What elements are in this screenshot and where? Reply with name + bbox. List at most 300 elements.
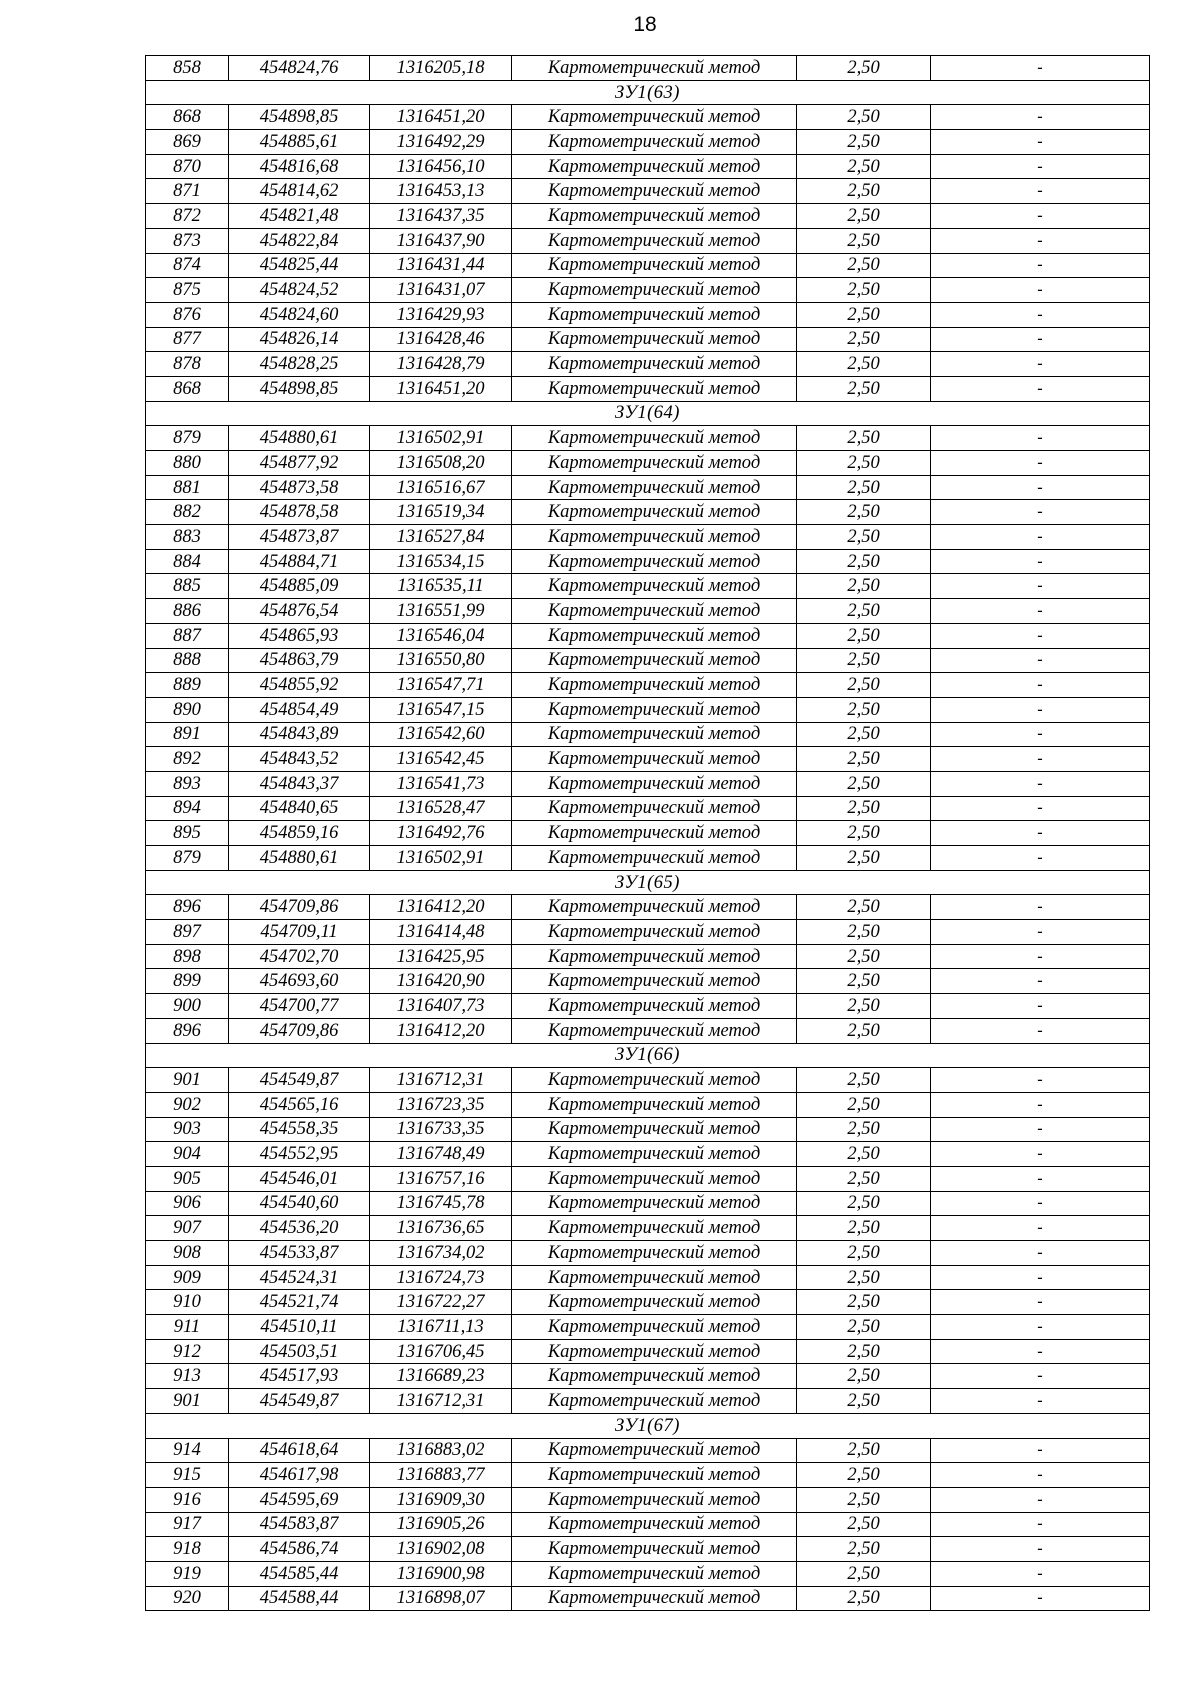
point-number-cell: 911 [146,1315,229,1340]
section-title: ЗУ1(67) [146,1413,1150,1438]
x-coordinate-cell: 454510,11 [229,1315,370,1340]
y-coordinate-cell: 1316420,90 [370,969,512,994]
accuracy-cell: 2,50 [797,1068,931,1093]
y-coordinate-cell: 1316453,13 [370,179,512,204]
accuracy-cell: 2,50 [797,1216,931,1241]
y-coordinate-cell: 1316425,95 [370,944,512,969]
y-coordinate-cell: 1316451,20 [370,105,512,130]
x-coordinate-cell: 454828,25 [229,352,370,377]
y-coordinate-cell: 1316437,35 [370,204,512,229]
point-number-cell: 916 [146,1487,229,1512]
y-coordinate-cell: 1316550,80 [370,648,512,673]
y-coordinate-cell: 1316909,30 [370,1487,512,1512]
method-cell: Картометрический метод [512,1265,797,1290]
method-cell: Картометрический метод [512,253,797,278]
method-cell: Картометрический метод [512,549,797,574]
accuracy-cell: 2,50 [797,1315,931,1340]
method-cell: Картометрический метод [512,673,797,698]
description-cell: - [931,278,1150,303]
x-coordinate-cell: 454885,09 [229,574,370,599]
x-coordinate-cell: 454824,76 [229,56,370,81]
accuracy-cell: 2,50 [797,747,931,772]
x-coordinate-cell: 454709,11 [229,920,370,945]
accuracy-cell: 2,50 [797,673,931,698]
y-coordinate-cell: 1316428,79 [370,352,512,377]
accuracy-cell: 2,50 [797,648,931,673]
y-coordinate-cell: 1316722,27 [370,1290,512,1315]
x-coordinate-cell: 454816,68 [229,154,370,179]
y-coordinate-cell: 1316508,20 [370,451,512,476]
y-coordinate-cell: 1316883,02 [370,1438,512,1463]
method-cell: Картометрический метод [512,426,797,451]
x-coordinate-cell: 454880,61 [229,846,370,871]
table-row [146,475,1150,500]
table-row [146,944,1150,969]
point-number-cell: 898 [146,944,229,969]
x-coordinate-cell: 454865,93 [229,623,370,648]
y-coordinate-cell: 1316902,08 [370,1537,512,1562]
method-cell: Картометрический метод [512,1389,797,1414]
point-number-cell: 876 [146,302,229,327]
table-row [146,426,1150,451]
accuracy-cell: 2,50 [797,179,931,204]
accuracy-cell: 2,50 [797,1117,931,1142]
method-cell: Картометрический метод [512,821,797,846]
method-cell: Картометрический метод [512,352,797,377]
point-number-cell: 868 [146,376,229,401]
method-cell: Картометрический метод [512,1068,797,1093]
y-coordinate-cell: 1316414,48 [370,920,512,945]
x-coordinate-cell: 454880,61 [229,426,370,451]
table-row [146,1487,1150,1512]
description-cell: - [931,796,1150,821]
table-row [146,747,1150,772]
x-coordinate-cell: 454824,60 [229,302,370,327]
table-row [146,302,1150,327]
point-number-cell: 907 [146,1216,229,1241]
y-coordinate-cell: 1316527,84 [370,525,512,550]
description-cell: - [931,549,1150,574]
x-coordinate-cell: 454843,52 [229,747,370,772]
point-number-cell: 917 [146,1512,229,1537]
description-cell: - [931,1487,1150,1512]
method-cell: Картометрический метод [512,1216,797,1241]
table-row [146,1537,1150,1562]
y-coordinate-cell: 1316542,60 [370,722,512,747]
method-cell: Картометрический метод [512,475,797,500]
description-cell: - [931,179,1150,204]
x-coordinate-cell: 454898,85 [229,105,370,130]
table-row [146,1241,1150,1266]
y-coordinate-cell: 1316431,07 [370,278,512,303]
y-coordinate-cell: 1316724,73 [370,1265,512,1290]
y-coordinate-cell: 1316883,77 [370,1463,512,1488]
description-cell: - [931,1389,1150,1414]
method-cell: Картометрический метод [512,1512,797,1537]
description-cell: - [931,253,1150,278]
x-coordinate-cell: 454565,16 [229,1092,370,1117]
description-cell: - [931,302,1150,327]
accuracy-cell: 2,50 [797,722,931,747]
point-number-cell: 910 [146,1290,229,1315]
description-cell: - [931,722,1150,747]
accuracy-cell: 2,50 [797,327,931,352]
accuracy-cell: 2,50 [797,352,931,377]
method-cell: Картометрический метод [512,500,797,525]
point-number-cell: 879 [146,426,229,451]
section-row [146,1043,1150,1068]
method-cell: Картометрический метод [512,56,797,81]
accuracy-cell: 2,50 [797,451,931,476]
description-cell: - [931,1364,1150,1389]
y-coordinate-cell: 1316429,93 [370,302,512,327]
table-row [146,1586,1150,1611]
table-row [146,821,1150,846]
accuracy-cell: 2,50 [797,1487,931,1512]
y-coordinate-cell: 1316541,73 [370,771,512,796]
table-row [146,327,1150,352]
description-cell: - [931,1092,1150,1117]
accuracy-cell: 2,50 [797,1364,931,1389]
table-row [146,1018,1150,1043]
y-coordinate-cell: 1316723,35 [370,1092,512,1117]
y-coordinate-cell: 1316757,16 [370,1166,512,1191]
method-cell: Картометрический метод [512,1364,797,1389]
y-coordinate-cell: 1316428,46 [370,327,512,352]
method-cell: Картометрический метод [512,376,797,401]
table-row [146,673,1150,698]
point-number-cell: 858 [146,56,229,81]
y-coordinate-cell: 1316547,71 [370,673,512,698]
method-cell: Картометрический метод [512,1117,797,1142]
table-row [146,1512,1150,1537]
description-cell: - [931,228,1150,253]
y-coordinate-cell: 1316437,90 [370,228,512,253]
method-cell: Картометрический метод [512,1339,797,1364]
description-cell: - [931,130,1150,155]
accuracy-cell: 2,50 [797,821,931,846]
point-number-cell: 870 [146,154,229,179]
method-cell: Картометрический метод [512,154,797,179]
description-cell: - [931,451,1150,476]
method-cell: Картометрический метод [512,525,797,550]
table-row [146,1339,1150,1364]
point-number-cell: 909 [146,1265,229,1290]
method-cell: Картометрический метод [512,623,797,648]
point-number-cell: 886 [146,599,229,624]
y-coordinate-cell: 1316412,20 [370,1018,512,1043]
x-coordinate-cell: 454700,77 [229,994,370,1019]
accuracy-cell: 2,50 [797,253,931,278]
method-cell: Картометрический метод [512,722,797,747]
point-number-cell: 914 [146,1438,229,1463]
method-cell: Картометрический метод [512,944,797,969]
table-row [146,500,1150,525]
table-row [146,1092,1150,1117]
accuracy-cell: 2,50 [797,697,931,722]
accuracy-cell: 2,50 [797,994,931,1019]
point-number-cell: 878 [146,352,229,377]
x-coordinate-cell: 454821,48 [229,204,370,229]
point-number-cell: 877 [146,327,229,352]
y-coordinate-cell: 1316900,98 [370,1561,512,1586]
section-title: ЗУ1(65) [146,870,1150,895]
point-number-cell: 882 [146,500,229,525]
table-row [146,1117,1150,1142]
method-cell: Картометрический метод [512,130,797,155]
accuracy-cell: 2,50 [797,278,931,303]
method-cell: Картометрический метод [512,574,797,599]
description-cell: - [931,376,1150,401]
table-row [146,1191,1150,1216]
table-row [146,969,1150,994]
method-cell: Картометрический метод [512,278,797,303]
point-number-cell: 896 [146,1018,229,1043]
accuracy-cell: 2,50 [797,376,931,401]
point-number-cell: 897 [146,920,229,945]
y-coordinate-cell: 1316542,45 [370,747,512,772]
description-cell: - [931,500,1150,525]
point-number-cell: 874 [146,253,229,278]
x-coordinate-cell: 454503,51 [229,1339,370,1364]
point-number-cell: 919 [146,1561,229,1586]
table-row [146,1315,1150,1340]
point-number-cell: 896 [146,895,229,920]
method-cell: Картометрический метод [512,1537,797,1562]
point-number-cell: 893 [146,771,229,796]
method-cell: Картометрический метод [512,1142,797,1167]
accuracy-cell: 2,50 [797,1561,931,1586]
method-cell: Картометрический метод [512,648,797,673]
description-cell: - [931,1290,1150,1315]
x-coordinate-cell: 454878,58 [229,500,370,525]
table-row [146,105,1150,130]
description-cell: - [931,1537,1150,1562]
y-coordinate-cell: 1316412,20 [370,895,512,920]
method-cell: Картометрический метод [512,302,797,327]
point-number-cell: 895 [146,821,229,846]
point-number-cell: 892 [146,747,229,772]
description-cell: - [931,1586,1150,1611]
x-coordinate-cell: 454877,92 [229,451,370,476]
table-row [146,722,1150,747]
method-cell: Картометрический метод [512,1166,797,1191]
table-row [146,278,1150,303]
method-cell: Картометрический метод [512,451,797,476]
description-cell: - [931,154,1150,179]
point-number-cell: 899 [146,969,229,994]
accuracy-cell: 2,50 [797,1142,931,1167]
method-cell: Картометрический метод [512,1315,797,1340]
description-cell: - [931,475,1150,500]
y-coordinate-cell: 1316898,07 [370,1586,512,1611]
point-number-cell: 901 [146,1068,229,1093]
table-row [146,253,1150,278]
method-cell: Картометрический метод [512,969,797,994]
x-coordinate-cell: 454898,85 [229,376,370,401]
y-coordinate-cell: 1316689,23 [370,1364,512,1389]
accuracy-cell: 2,50 [797,1191,931,1216]
method-cell: Картометрический метод [512,1463,797,1488]
accuracy-cell: 2,50 [797,1339,931,1364]
section-row [146,80,1150,105]
x-coordinate-cell: 454588,44 [229,1586,370,1611]
point-number-cell: 908 [146,1241,229,1266]
description-cell: - [931,56,1150,81]
table-row [146,846,1150,871]
accuracy-cell: 2,50 [797,1241,931,1266]
method-cell: Картометрический метод [512,1487,797,1512]
y-coordinate-cell: 1316733,35 [370,1117,512,1142]
table-row [146,525,1150,550]
accuracy-cell: 2,50 [797,154,931,179]
point-number-cell: 873 [146,228,229,253]
point-number-cell: 885 [146,574,229,599]
x-coordinate-cell: 454524,31 [229,1265,370,1290]
accuracy-cell: 2,50 [797,1166,931,1191]
description-cell: - [931,1315,1150,1340]
y-coordinate-cell: 1316706,45 [370,1339,512,1364]
accuracy-cell: 2,50 [797,599,931,624]
method-cell: Картометрический метод [512,327,797,352]
accuracy-cell: 2,50 [797,204,931,229]
point-number-cell: 881 [146,475,229,500]
accuracy-cell: 2,50 [797,130,931,155]
description-cell: - [931,1166,1150,1191]
section-title: ЗУ1(63) [146,80,1150,105]
x-coordinate-cell: 454859,16 [229,821,370,846]
x-coordinate-cell: 454855,92 [229,673,370,698]
description-cell: - [931,648,1150,673]
table-row [146,994,1150,1019]
description-cell: - [931,1265,1150,1290]
description-cell: - [931,623,1150,648]
table-row [146,1438,1150,1463]
accuracy-cell: 2,50 [797,846,931,871]
method-cell: Картометрический метод [512,204,797,229]
description-cell: - [931,1463,1150,1488]
point-number-cell: 889 [146,673,229,698]
accuracy-cell: 2,50 [797,56,931,81]
x-coordinate-cell: 454854,49 [229,697,370,722]
y-coordinate-cell: 1316492,76 [370,821,512,846]
y-coordinate-cell: 1316492,29 [370,130,512,155]
description-cell: - [931,1241,1150,1266]
x-coordinate-cell: 454873,58 [229,475,370,500]
point-number-cell: 880 [146,451,229,476]
y-coordinate-cell: 1316451,20 [370,376,512,401]
y-coordinate-cell: 1316745,78 [370,1191,512,1216]
accuracy-cell: 2,50 [797,500,931,525]
method-cell: Картометрический метод [512,994,797,1019]
method-cell: Картометрический метод [512,179,797,204]
method-cell: Картометрический метод [512,599,797,624]
description-cell: - [931,920,1150,945]
method-cell: Картометрический метод [512,1092,797,1117]
description-cell: - [931,1512,1150,1537]
x-coordinate-cell: 454583,87 [229,1512,370,1537]
accuracy-cell: 2,50 [797,623,931,648]
x-coordinate-cell: 454825,44 [229,253,370,278]
table-row [146,1142,1150,1167]
accuracy-cell: 2,50 [797,525,931,550]
x-coordinate-cell: 454521,74 [229,1290,370,1315]
accuracy-cell: 2,50 [797,228,931,253]
y-coordinate-cell: 1316528,47 [370,796,512,821]
table-row [146,130,1150,155]
point-number-cell: 884 [146,549,229,574]
y-coordinate-cell: 1316736,65 [370,1216,512,1241]
description-cell: - [931,1438,1150,1463]
description-cell: - [931,697,1150,722]
method-cell: Картометрический метод [512,846,797,871]
x-coordinate-cell: 454552,95 [229,1142,370,1167]
description-cell: - [931,426,1150,451]
section-row [146,401,1150,426]
x-coordinate-cell: 454702,70 [229,944,370,969]
y-coordinate-cell: 1316502,91 [370,846,512,871]
x-coordinate-cell: 454885,61 [229,130,370,155]
method-cell: Картометрический метод [512,1191,797,1216]
description-cell: - [931,994,1150,1019]
x-coordinate-cell: 454709,86 [229,1018,370,1043]
accuracy-cell: 2,50 [797,1463,931,1488]
y-coordinate-cell: 1316407,73 [370,994,512,1019]
point-number-cell: 887 [146,623,229,648]
table-row [146,1389,1150,1414]
table-row [146,451,1150,476]
description-cell: - [931,1117,1150,1142]
description-cell: - [931,599,1150,624]
description-cell: - [931,1339,1150,1364]
section-title: ЗУ1(66) [146,1043,1150,1068]
table-row [146,1166,1150,1191]
description-cell: - [931,1561,1150,1586]
method-cell: Картометрический метод [512,1561,797,1586]
point-number-cell: 888 [146,648,229,673]
point-number-cell: 920 [146,1586,229,1611]
method-cell: Картометрический метод [512,697,797,722]
method-cell: Картометрический метод [512,895,797,920]
table-row [146,697,1150,722]
point-number-cell: 875 [146,278,229,303]
accuracy-cell: 2,50 [797,944,931,969]
table-row [146,228,1150,253]
point-number-cell: 883 [146,525,229,550]
x-coordinate-cell: 454549,87 [229,1068,370,1093]
y-coordinate-cell: 1316519,34 [370,500,512,525]
table-row [146,1265,1150,1290]
x-coordinate-cell: 454549,87 [229,1389,370,1414]
description-cell: - [931,895,1150,920]
y-coordinate-cell: 1316551,99 [370,599,512,624]
description-cell: - [931,1018,1150,1043]
x-coordinate-cell: 454843,89 [229,722,370,747]
x-coordinate-cell: 454517,93 [229,1364,370,1389]
method-cell: Картометрический метод [512,1438,797,1463]
accuracy-cell: 2,50 [797,771,931,796]
x-coordinate-cell: 454873,87 [229,525,370,550]
table-row [146,1068,1150,1093]
description-cell: - [931,944,1150,969]
x-coordinate-cell: 454558,35 [229,1117,370,1142]
accuracy-cell: 2,50 [797,302,931,327]
method-cell: Картометрический метод [512,1290,797,1315]
table-row [146,648,1150,673]
coordinates-table-body [146,56,1150,1611]
accuracy-cell: 2,50 [797,969,931,994]
point-number-cell: 891 [146,722,229,747]
